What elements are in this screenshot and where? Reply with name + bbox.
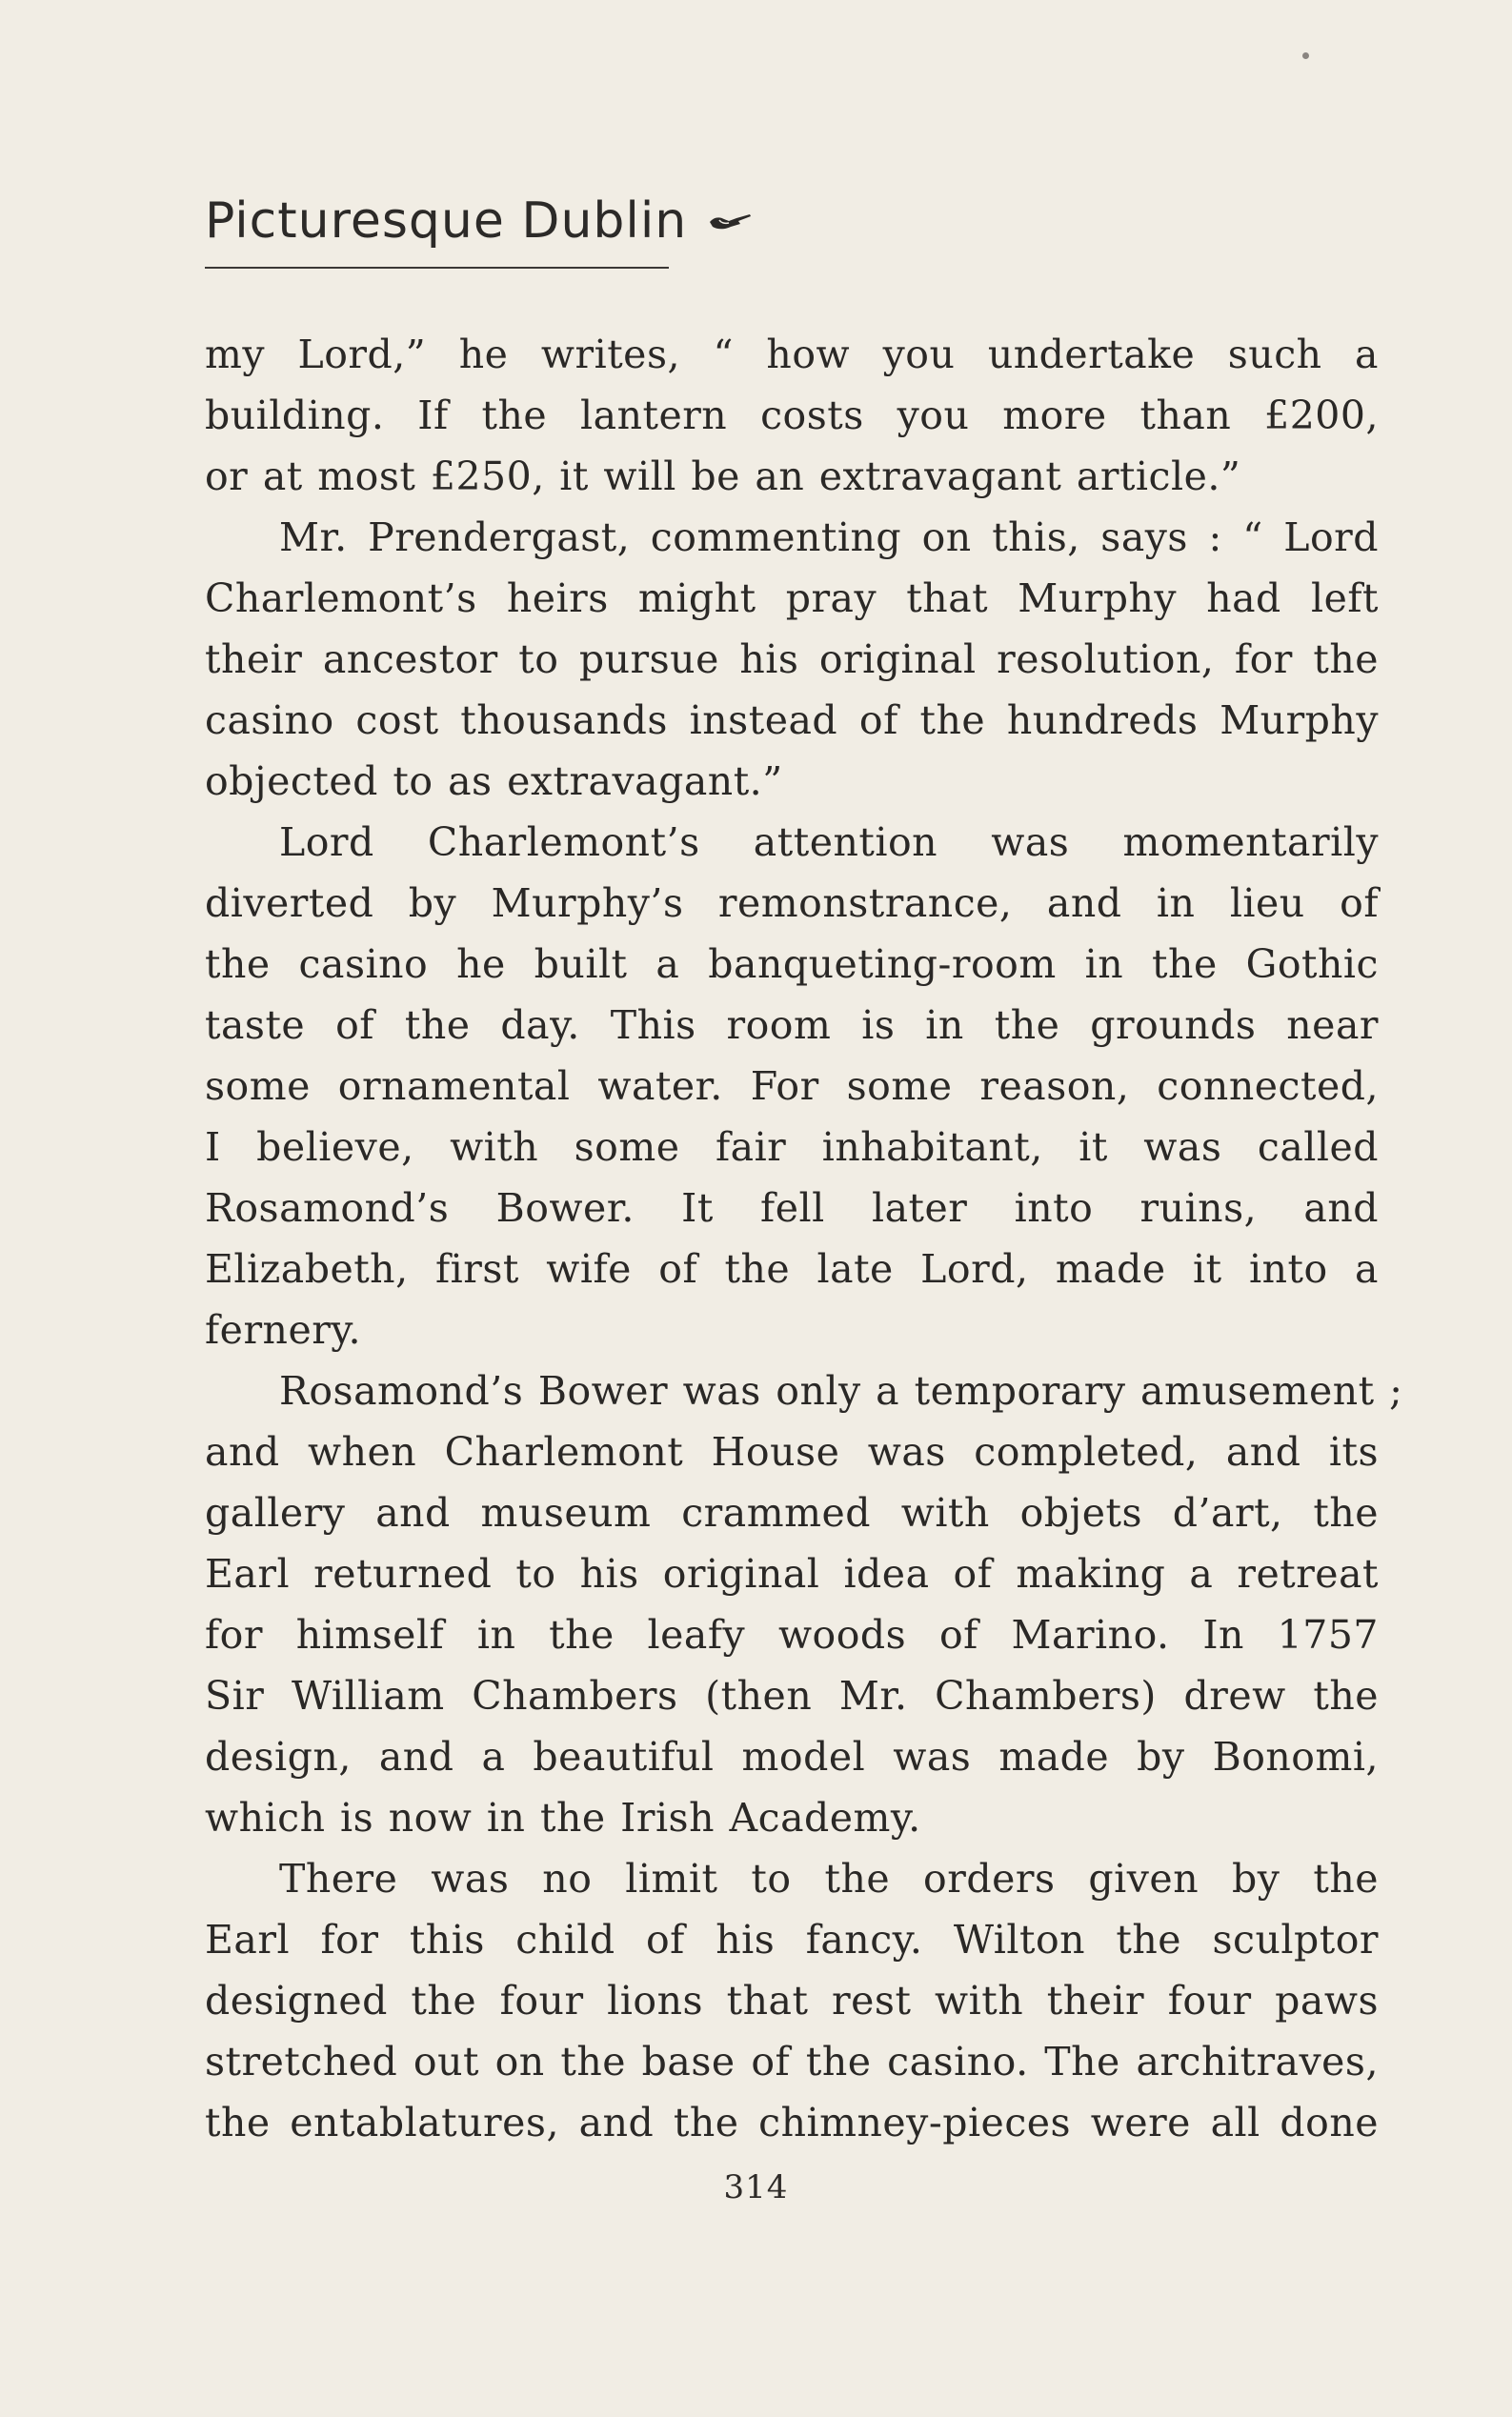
text-line: I believe, with some fair inhabitant, it was called <box>205 1124 1379 1170</box>
text-line: Rosamond’s Bower. It fell later into ruins, and <box>205 1185 1379 1231</box>
text-line: diverted by Murphy’s remonstrance, and in lieu of <box>205 880 1379 926</box>
text-line: design, and a beautiful model was made by Bonomi, <box>205 1734 1379 1780</box>
text-line: casino cost thousands instead of the hundreds Murphy <box>205 697 1379 743</box>
text-line: building. If the lantern costs you more than £200, <box>205 393 1379 438</box>
text-line: Sir William Chambers (then Mr. Chambers) drew the <box>205 1673 1379 1719</box>
text-line: or at most £250, it will be an extravagant article.” <box>205 453 1241 499</box>
text-line: for himself in the leafy woods of Marino. In 1757 <box>205 1612 1379 1658</box>
text-line: Mr. Prendergast, commenting on this, says : “ Lord <box>279 514 1379 560</box>
text-line: Elizabeth, first wife of the late Lord, made it into a <box>205 1246 1379 1292</box>
text-line: some ornamental water. For some reason, connected, <box>205 1063 1379 1109</box>
text-line: taste of the day. This room is in the grounds near <box>205 1002 1379 1048</box>
text-line: fernery. <box>205 1307 362 1353</box>
print-speck <box>1302 52 1309 59</box>
pointing-hand-icon <box>708 207 754 235</box>
running-head <box>205 183 754 259</box>
page-number: 314 <box>723 2168 789 2206</box>
text-line: my Lord,” he writes, “ how you undertake such a <box>205 332 1379 377</box>
text-line: stretched out on the base of the casino. The architraves, <box>205 2039 1379 2085</box>
text-line: Earl for this child of his fancy. Wilton the sculptor <box>205 1917 1379 1963</box>
text-line: Rosamond’s Bower was only a temporary amusement ; <box>279 1368 1403 1414</box>
text-line: their ancestor to pursue his original resolution, for the <box>205 636 1379 682</box>
header-rule <box>205 267 669 269</box>
text-line: objected to as extravagant.” <box>205 758 783 804</box>
text-line: gallery and museum crammed with objets d’art, the <box>205 1490 1379 1536</box>
text-line: the casino he built a banqueting-room in the Gothic <box>205 941 1379 987</box>
body-text <box>205 324 1403 2153</box>
running-title: Picturesque Dublin <box>205 192 688 250</box>
text-line: There was no limit to the orders given by the <box>279 1856 1379 1902</box>
text-line: and when Charlemont House was completed, and its <box>205 1429 1379 1475</box>
text-line: Charlemont’s heirs might pray that Murphy had left <box>205 575 1379 621</box>
text-line: the entablatures, and the chimney-pieces were all done <box>205 2100 1379 2145</box>
text-line: Lord Charlemont’s attention was momentarily <box>279 819 1379 865</box>
text-line: designed the four lions that rest with their four paws <box>205 1978 1379 2024</box>
text-line: which is now in the Irish Academy. <box>205 1795 921 1841</box>
text-line: Earl returned to his original idea of making a retreat <box>205 1551 1379 1597</box>
